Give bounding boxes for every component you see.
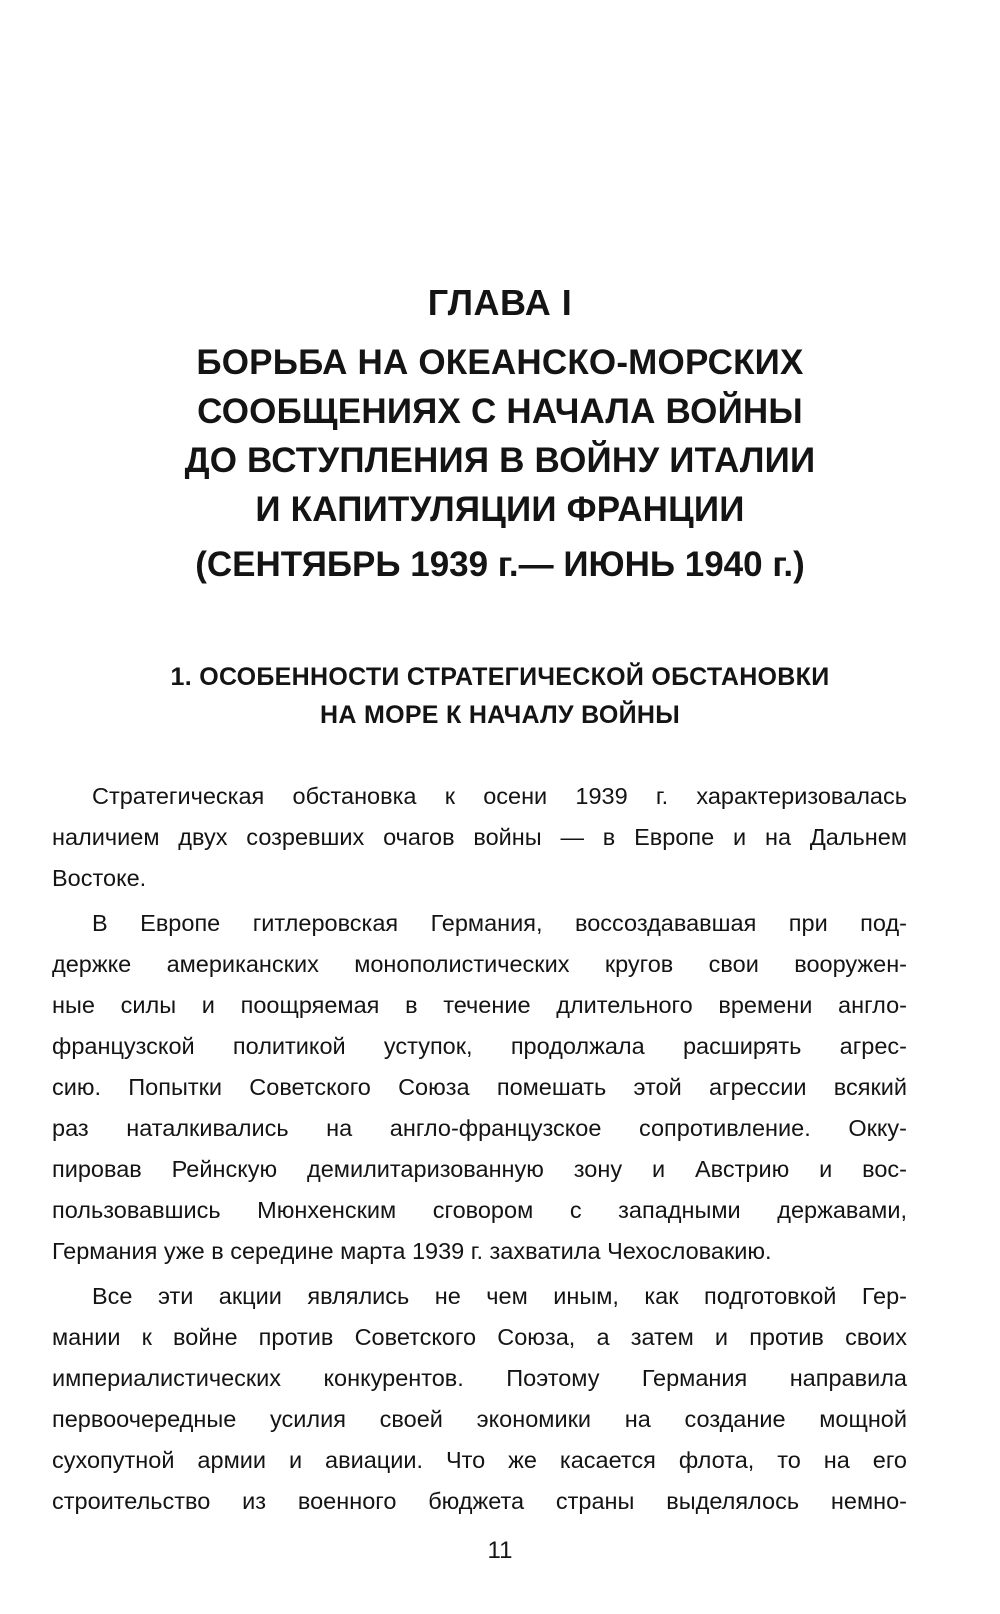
text-line: французской политикой уступок, продолжала расширять агрес- [52, 1033, 907, 1059]
text-line: мании к войне против Советского Союза, а затем и против своих [52, 1324, 907, 1350]
text-line: пировав Рейнскую демилитаризованную зону и Австрию и вос- [52, 1156, 907, 1182]
text-line: Востоке. [52, 865, 147, 891]
text-line: сухопутной армии и авиации. Что же касается флота, то на его [52, 1447, 907, 1473]
text-line: наличием двух созревших очагов войны — в Европе и на Дальнем [52, 824, 907, 850]
text-line: империалистических конкурентов. Поэтому Германия направила [52, 1365, 907, 1391]
chapter-title-line: СООБЩЕНИЯХ С НАЧАЛА ВОЙНЫ [197, 392, 803, 431]
chapter-title-line: И КАПИТУЛЯЦИИ ФРАНЦИИ [255, 490, 745, 529]
text-line: раз наталкивались на англо-французское сопротивление. Окку- [52, 1115, 907, 1141]
text-line: Германия уже в середине марта 1939 г. захватила Чехословакию. [52, 1238, 772, 1264]
section-title-line: 1. ОСОБЕННОСТИ СТРАТЕГИЧЕСКОЙ ОБСТАНОВКИ [170, 663, 830, 691]
text-line: пользовавшись Мюнхенским сговором с западными державами, [52, 1197, 907, 1223]
section-title-line: НА МОРЕ К НАЧАЛУ ВОЙНЫ [320, 701, 680, 729]
chapter-label: ГЛАВА I [427, 282, 573, 323]
text-line: строительство из военного бюджета страны выделялось немно- [52, 1488, 907, 1514]
text-line: сию. Попытки Советского Союза помешать этой агрессии всякий [52, 1074, 907, 1100]
chapter-dates: (СЕНТЯБРЬ 1939 г.— ИЮНЬ 1940 г.) [195, 545, 805, 584]
paragraph [52, 776, 907, 899]
chapter-title-line: ДО ВСТУПЛЕНИЯ В ВОЙНУ ИТАЛИИ [184, 441, 816, 480]
page-number: 11 [487, 1537, 513, 1564]
body-text [52, 776, 907, 1522]
paragraph [52, 1276, 907, 1522]
section-heading [60, 658, 940, 734]
text-line: первоочередные усилия своей экономики на создание мощной [52, 1406, 907, 1432]
text-line: держке американских монополистических кругов свои вооружен- [52, 951, 907, 977]
chapter-title-line: БОРЬБА НА ОКЕАНСКО-МОРСКИХ [196, 343, 804, 382]
text-line: Стратегическая обстановка к осени 1939 г. характеризовалась [92, 783, 907, 809]
chapter-heading [60, 280, 940, 589]
text-line: Все эти акции являлись не чем иным, как подготовкой Гер- [92, 1283, 907, 1309]
text-line: ные силы и поощряемая в течение длительного времени англо- [52, 992, 907, 1018]
paragraph [52, 903, 907, 1272]
text-line: В Европе гитлеровская Германия, воссоздававшая при под- [92, 910, 907, 936]
